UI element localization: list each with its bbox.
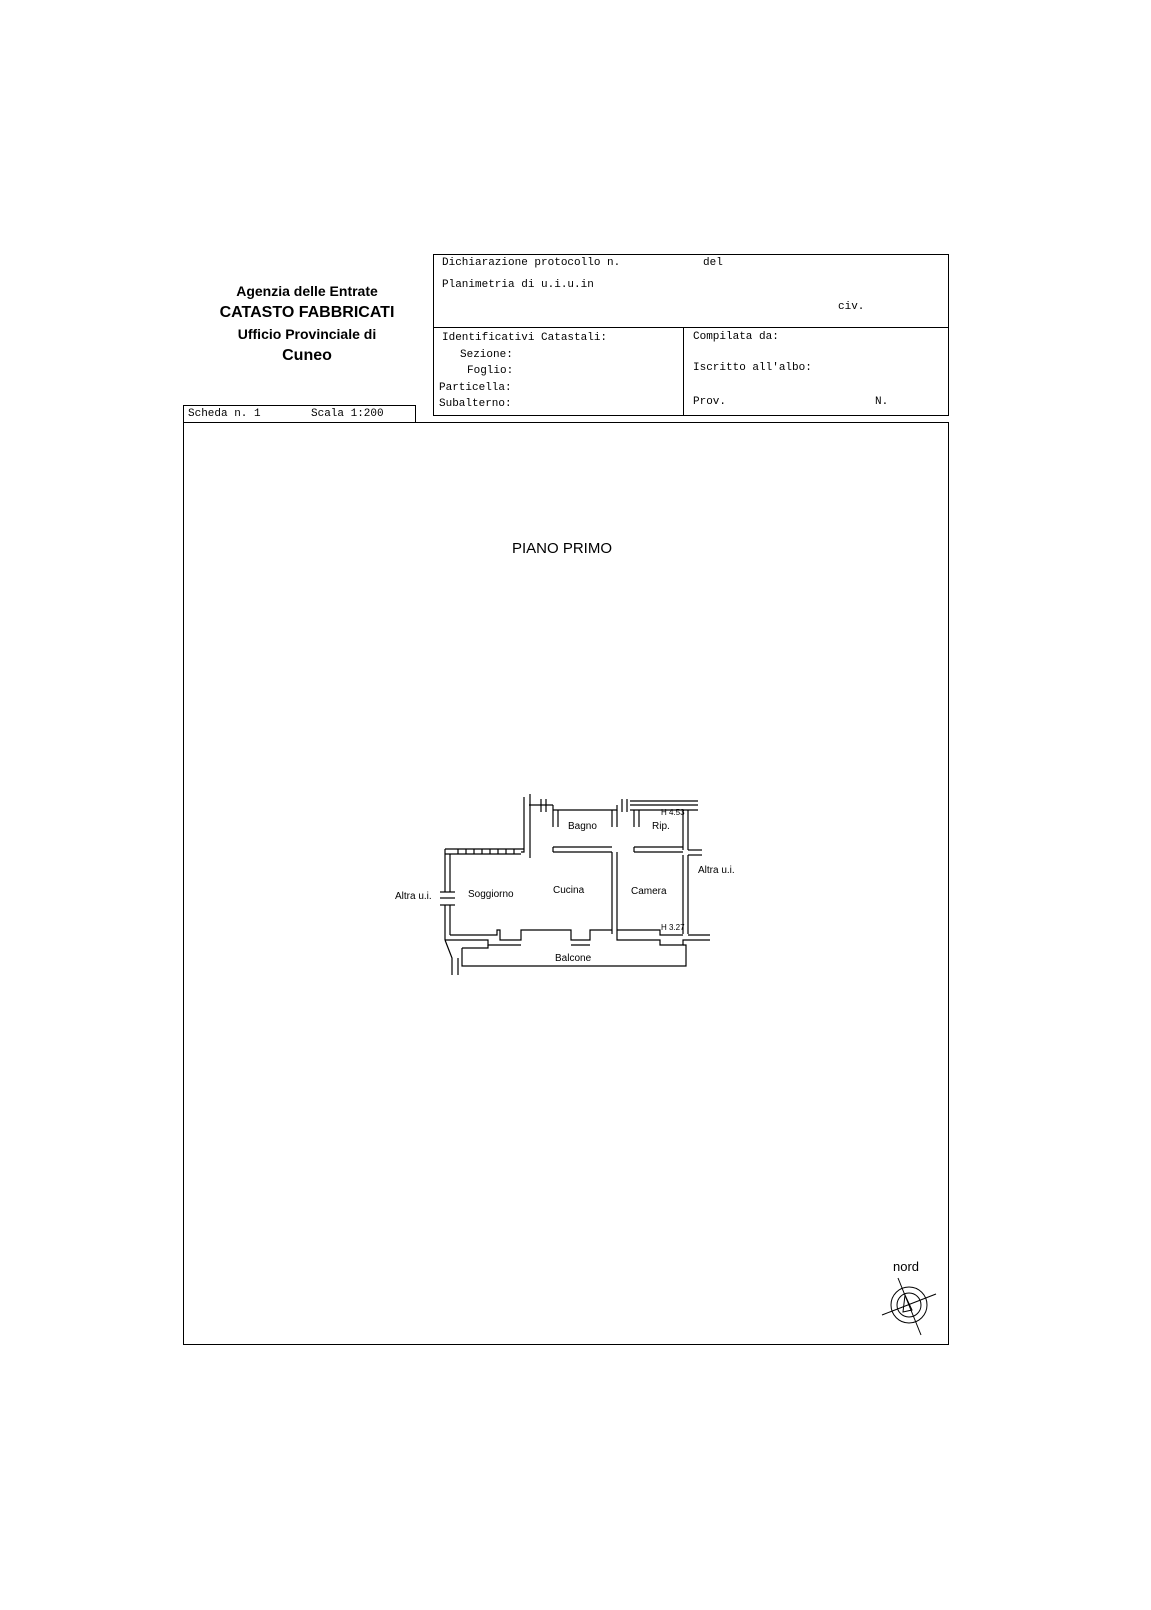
compass-icon bbox=[882, 1278, 936, 1335]
planimetria-label: Planimetria di u.i.u.in bbox=[442, 279, 594, 291]
altra-ui-right: Altra u.i. bbox=[698, 865, 735, 876]
room-cucina: Cucina bbox=[553, 885, 585, 896]
civ-label: civ. bbox=[838, 301, 865, 313]
del-label: del bbox=[703, 257, 723, 269]
room-rip: Rip. bbox=[652, 821, 670, 832]
room-bagno: Bagno bbox=[568, 821, 597, 832]
room-balcone: Balcone bbox=[555, 953, 592, 964]
office-label: Ufficio Provinciale di bbox=[237, 326, 377, 342]
floor-title: PIANO PRIMO bbox=[512, 540, 613, 557]
dichiarazione-label: Dichiarazione protocollo n. bbox=[442, 257, 621, 269]
iscritto-label: Iscritto all'albo: bbox=[693, 362, 812, 374]
height-label-bottom: H 3.27 bbox=[661, 923, 685, 932]
sezione-label: Sezione: bbox=[460, 349, 513, 361]
agency-name: Agenzia delle Entrate bbox=[236, 283, 378, 299]
room-camera: Camera bbox=[631, 886, 667, 897]
subalterno-label: Subalterno: bbox=[439, 398, 512, 410]
scala-label: Scala 1:200 bbox=[311, 408, 384, 420]
office-city: Cuneo bbox=[282, 347, 332, 364]
north-label: nord bbox=[893, 1259, 920, 1274]
particella-label: Particella: bbox=[439, 382, 512, 394]
height-label-top: H 4.53 bbox=[661, 808, 685, 817]
catasto-title: CATASTO FABBRICATI bbox=[219, 304, 395, 321]
foglio-label: Foglio: bbox=[467, 365, 514, 377]
prov-label: Prov. bbox=[693, 396, 727, 408]
scheda-label: Scheda n. 1 bbox=[188, 408, 261, 420]
altra-ui-left: Altra u.i. bbox=[395, 891, 432, 902]
room-soggiorno: Soggiorno bbox=[468, 889, 514, 900]
compilata-label: Compilata da: bbox=[693, 331, 779, 343]
n-label: N. bbox=[875, 396, 889, 408]
identificativi-label: Identificativi Catastali: bbox=[442, 332, 608, 344]
